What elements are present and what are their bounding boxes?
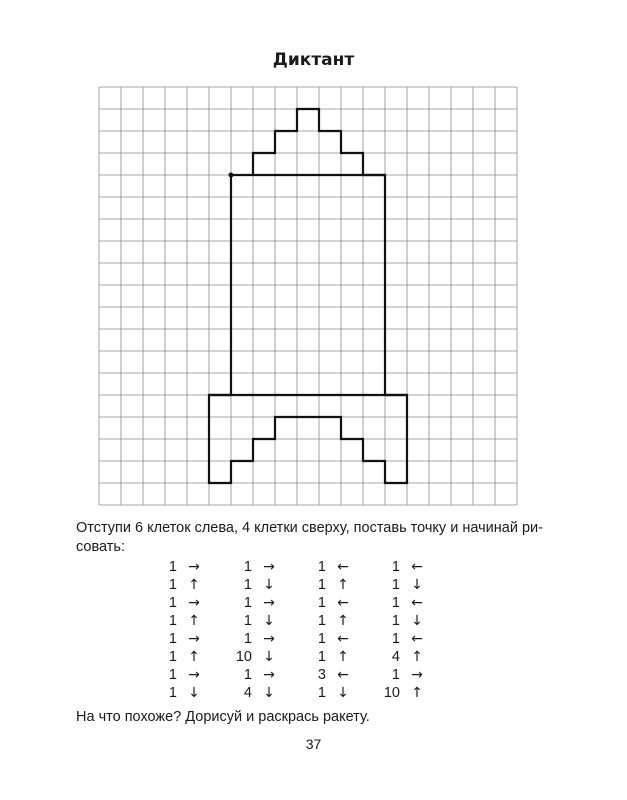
command-item — [230, 576, 280, 594]
command-item — [230, 684, 280, 702]
command-item — [304, 558, 354, 576]
command-item — [304, 594, 354, 612]
command-item — [230, 648, 280, 666]
arrow-down-icon: ↓ — [188, 685, 200, 701]
command-count: 1 — [168, 685, 177, 701]
command-count: 1 — [317, 559, 326, 575]
command-count: 1 — [317, 649, 326, 665]
command-count: 1 — [243, 667, 252, 683]
command-item — [378, 630, 428, 648]
command-count: 1 — [243, 613, 252, 629]
command-item — [230, 630, 280, 648]
arrow-left-icon: ← — [337, 595, 349, 611]
command-count: 1 — [317, 685, 326, 701]
command-count: 1 — [391, 667, 400, 683]
command-item — [378, 576, 428, 594]
command-count: 1 — [243, 595, 252, 611]
command-item — [304, 630, 354, 648]
arrow-right-icon: → — [263, 559, 275, 575]
grid-lines — [99, 87, 517, 505]
command-count: 1 — [317, 595, 326, 611]
command-count: 3 — [317, 667, 326, 683]
arrow-left-icon: ← — [337, 667, 349, 683]
command-count: 1 — [168, 667, 177, 683]
command-count: 1 — [391, 595, 400, 611]
arrow-down-icon: ↓ — [263, 577, 275, 593]
arrow-down-icon: ↓ — [263, 649, 275, 665]
page-number: 37 — [305, 736, 322, 752]
arrow-up-icon: ↑ — [337, 613, 349, 629]
start-point — [229, 173, 234, 178]
command-count: 1 — [391, 577, 400, 593]
command-item — [155, 576, 205, 594]
command-item — [230, 558, 280, 576]
command-count: 1 — [391, 613, 400, 629]
arrow-right-icon: → — [263, 631, 275, 647]
command-item — [378, 684, 428, 702]
arrow-right-icon: → — [263, 667, 275, 683]
command-item — [155, 630, 205, 648]
command-count: 1 — [317, 631, 326, 647]
command-count: 1 — [168, 595, 177, 611]
command-item — [155, 594, 205, 612]
arrow-up-icon: ↑ — [188, 613, 200, 629]
command-item — [155, 612, 205, 630]
command-item — [378, 558, 428, 576]
arrow-left-icon: ← — [337, 631, 349, 647]
command-item — [155, 684, 205, 702]
command-item — [378, 594, 428, 612]
command-item — [304, 666, 354, 684]
command-item — [230, 666, 280, 684]
arrow-down-icon: ↓ — [337, 685, 349, 701]
command-item — [304, 648, 354, 666]
command-count: 1 — [168, 613, 177, 629]
command-count: 10 — [235, 649, 252, 665]
command-item — [304, 576, 354, 594]
command-count: 1 — [168, 649, 177, 665]
arrow-up-icon: ↑ — [411, 685, 423, 701]
instruction-text: Отступи 6 клеток слева, 4 клетки сверху, поставь точку и начинай ри- совать: — [76, 520, 543, 555]
arrow-up-icon: ↑ — [188, 577, 200, 593]
rocket-drawing — [209, 109, 407, 483]
command-item — [304, 684, 354, 702]
command-count: 1 — [391, 559, 400, 575]
command-count: 1 — [168, 559, 177, 575]
command-item — [378, 666, 428, 684]
question-text: На что похоже? Дорисуй и раскрась ракету. — [76, 709, 370, 725]
arrow-down-icon: ↓ — [411, 577, 423, 593]
page-title: Диктант — [272, 50, 355, 70]
arrow-left-icon: ← — [411, 559, 423, 575]
command-item — [378, 612, 428, 630]
command-count: 1 — [168, 577, 177, 593]
command-item — [230, 594, 280, 612]
command-item — [155, 558, 205, 576]
arrow-right-icon: → — [411, 667, 423, 683]
command-count: 4 — [391, 649, 400, 665]
command-item — [155, 648, 205, 666]
arrow-up-icon: ↑ — [411, 649, 423, 665]
command-count: 1 — [243, 559, 252, 575]
arrow-right-icon: → — [188, 559, 200, 575]
arrow-down-icon: ↓ — [411, 613, 423, 629]
arrow-left-icon: ← — [337, 559, 349, 575]
command-item — [304, 612, 354, 630]
command-count: 1 — [243, 631, 252, 647]
command-count: 1 — [168, 631, 177, 647]
arrow-up-icon: ↑ — [337, 577, 349, 593]
command-count: 1 — [243, 577, 252, 593]
command-count: 10 — [383, 685, 400, 701]
command-count: 4 — [243, 685, 252, 701]
command-count: 1 — [317, 613, 326, 629]
command-item — [378, 648, 428, 666]
command-item — [155, 666, 205, 684]
command-count: 1 — [317, 577, 326, 593]
arrow-left-icon: ← — [411, 595, 423, 611]
arrow-down-icon: ↓ — [263, 685, 275, 701]
command-item — [230, 612, 280, 630]
arrow-down-icon: ↓ — [263, 613, 275, 629]
arrow-left-icon: ← — [411, 631, 423, 647]
arrow-up-icon: ↑ — [337, 649, 349, 665]
arrow-right-icon: → — [188, 595, 200, 611]
arrow-up-icon: ↑ — [188, 649, 200, 665]
arrow-right-icon: → — [188, 631, 200, 647]
arrow-right-icon: → — [263, 595, 275, 611]
arrow-right-icon: → — [188, 667, 200, 683]
command-count: 1 — [391, 631, 400, 647]
